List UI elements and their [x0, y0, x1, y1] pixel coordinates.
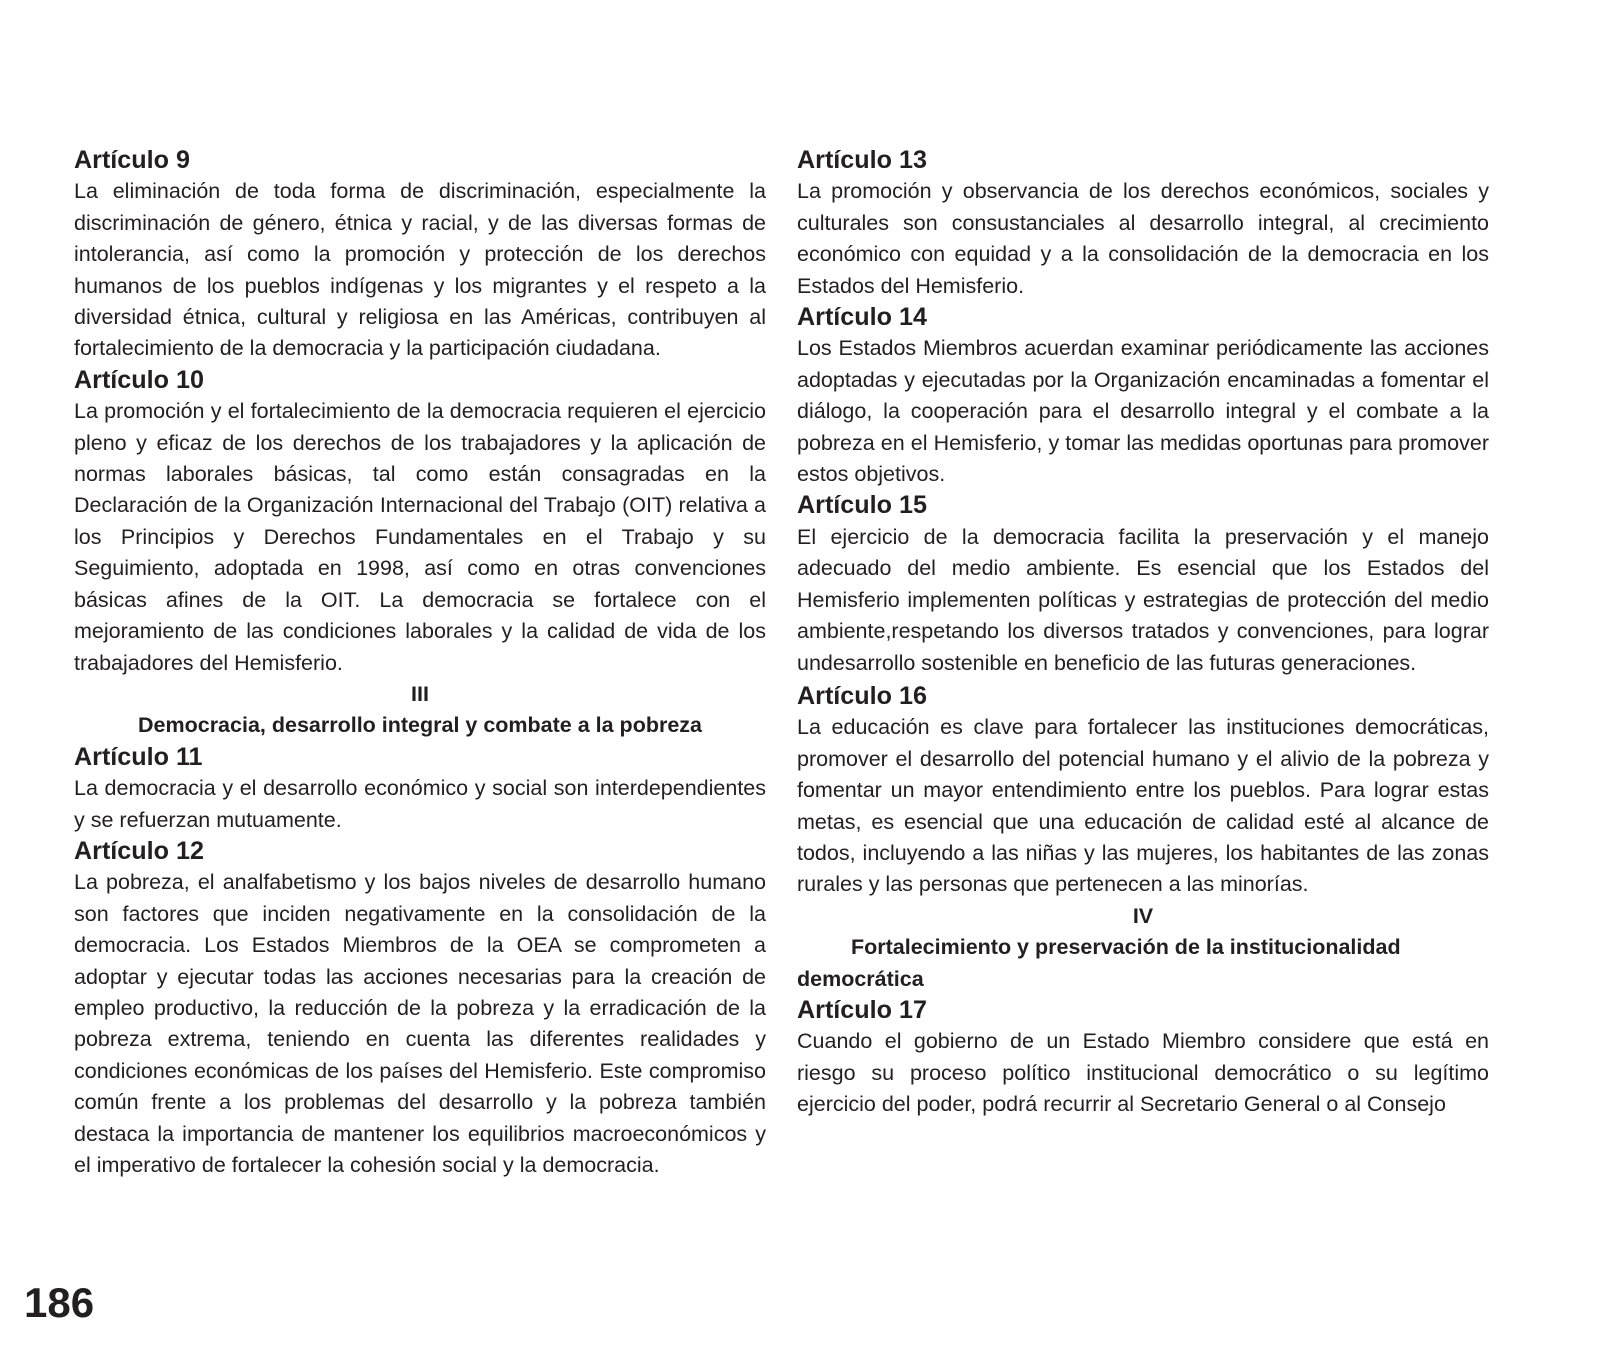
article-10-body: La promoción y el fortalecimiento de la democracia requieren el ejercicio pleno y eficaz de los derechos de los trabajadores y la aplicación de normas laborales básicas, tal como están consagradas en la Declaración de la Organización Internacional del Trabajo (OIT) relativa a los Principios y Derechos Fundamentales en el Trabajo y su Seguimiento, adoptada en 1998, así como en otras convenciones básicas afines de la OIT. La democracia se fortalece con el mejoramiento de las condiciones laborales y la calidad de vida de los trabajadores del Hemisferio.: [74, 399, 766, 675]
article-17-heading: Artículo 17: [797, 995, 927, 1024]
article-16-body: La educación es clave para fortalecer las instituciones democráticas, promover el desarrollo del potencial humano y el alivio de la pobreza y fomentar un mayor entendimiento entre los pueblos. Para lograr estas metas, es esencial que una educación de calidad esté al alcance de todos, incluyendo a las niñas y las mujeres, los habitantes de las zonas rurales y las personas que pertenecen a las minorías.: [797, 715, 1489, 897]
section-iv-title: [797, 932, 1489, 995]
article-11-body: La democracia y el desarrollo económico y social son interdependientes y se refuerzan mutuamente.: [74, 776, 766, 832]
article-13-body: La promoción y observancia de los derechos económicos, sociales y culturales son consustanciales al desarrollo integral, al crecimiento económico con equidad y a la consolidación de la democracia en los Estados del Hemisferio.: [797, 179, 1489, 298]
article-15-heading: Artículo 15: [797, 491, 927, 520]
section-iii-number: III: [411, 681, 429, 706]
right-column: [797, 145, 1489, 1121]
article-16-heading: Artículo 16: [797, 681, 927, 710]
section-iv-number: IV: [1132, 903, 1154, 928]
article-12-body: La pobreza, el analfabetismo y los bajos niveles de desarrollo humano son factores que inciden negativamente en la consolidación de la democracia. Los Estados Miembros de la OEA se comprometen a adoptar y ejecutar todas las acciones necesarias para la creación de empleo productivo, la reducción de la pobreza y la erradicación de la pobreza extrema, teniendo en cuenta las diferentes realidades y condiciones económicas de los países del Hemisferio. Este compromiso común frente a los problemas del desarrollo y la pobreza también destaca la importancia de mantener los equilibrios macroeconómicos y el imperativo de fortalecer la cohesión social y la democracia.: [74, 870, 766, 1177]
article-11-heading: Artículo 11: [74, 742, 203, 771]
article-14-body: Los Estados Miembros acuerdan examinar periódicamente las acciones adoptadas y ejecutadas por la Organización encaminadas a fomentar el diálogo, la cooperación para el desarrollo integral y el combate a la pobreza en el Hemisferio, y tomar las medidas oportunas para promover estos objetivos.: [797, 336, 1489, 487]
article-9-body: La eliminación de toda forma de discriminación, especialmente la discriminación de género, étnica y racial, y de las diversas formas de intolerancia, así como la promoción y protección de los derechos humanos de los pueblos indígenas y los migrantes y el respeto a la diversidad étnica, cultural y religiosa en las Américas, contribuyen al fortalecimiento de la democracia y la participación ciudadana.: [74, 179, 766, 361]
section-iv-title-line-1: Fortalecimiento y preservación de la institucionalidad: [851, 935, 1401, 960]
article-12-heading: Artículo 12: [74, 836, 204, 865]
article-17-body: Cuando el gobierno de un Estado Miembro considere que está en riesgo su proceso político institucional democrático o su legítimo ejercicio del poder, podrá recurrir al Secretario General o al Consejo: [797, 1029, 1489, 1117]
article-9-heading: Artículo 9: [74, 146, 190, 174]
article-10-heading: Artículo 10: [74, 365, 204, 394]
left-column: [74, 145, 766, 1181]
article-13-heading: Artículo 13: [797, 146, 927, 174]
section-iii-title: Democracia, desarrollo integral y combate a la pobreza: [138, 713, 702, 738]
page-number: 186: [24, 1279, 95, 1326]
article-14-heading: Artículo 14: [797, 303, 927, 332]
article-15-body: El ejercicio de la democracia facilita la preservación y el manejo adecuado del medio ambiente. Es esencial que los Estados del Hemisferio implementen políticas y estrategias de protección del medio ambiente,respetando los diversos tratados y convenciones, para lograr undesarrollo sostenible en beneficio de las futuras generaciones.: [797, 524, 1489, 675]
section-iv-title-line-2: democrática: [797, 966, 924, 991]
